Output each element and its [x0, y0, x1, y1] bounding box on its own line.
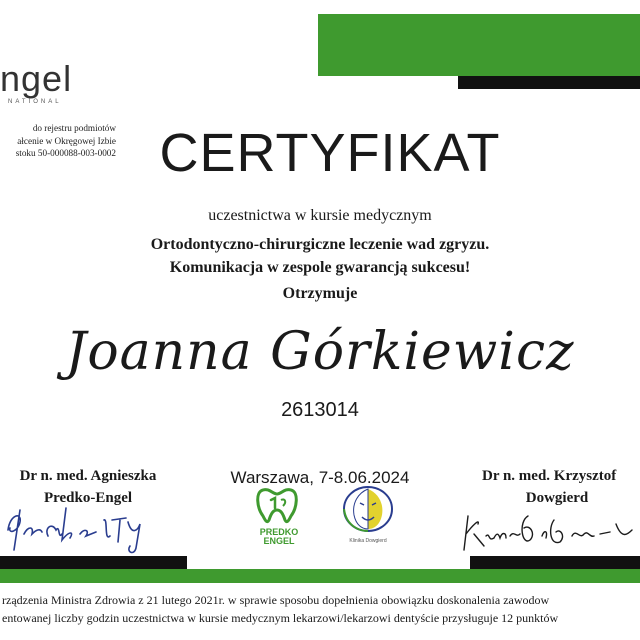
footer-legal-line-2: entowanej liczby godzin uczestnictwa w kursie medycznym lekarzowi/lekarzowi dentyście przysługuje 12 punktów — [2, 611, 559, 625]
brand-logo-subtitle: NATIONAL — [8, 99, 62, 105]
event-place-date: Warszawa, 7-8.06.2024 — [230, 468, 410, 487]
right-signatory-title: Dr n. med. Krzysztof — [482, 468, 617, 484]
left-signatory-name: Predko-Engel — [43, 490, 133, 506]
recipient-name: Joanna Górkiewicz — [65, 322, 575, 382]
certificate-subtitle: uczestnictwa w kursie medycznym — [208, 207, 432, 224]
registry-line-1: do rejestru podmiotów — [32, 123, 116, 133]
right-signatory-name: Dowgierd — [525, 490, 589, 506]
top-green-bar — [318, 14, 640, 76]
registry-info — [0, 122, 116, 160]
predko-engel-logo — [247, 528, 311, 546]
bottom-right-black-bar — [470, 556, 640, 569]
left-signatory-title: Dr n. med. Agnieszka — [19, 468, 157, 484]
brand-logo-text: ngel — [0, 58, 73, 99]
left-signature — [0, 500, 170, 560]
klinika-dowgierd-label: Klinika Dowgierd — [349, 538, 387, 544]
klinika-dowgierd-logo-icon — [338, 485, 398, 533]
bottom-left-black-bar — [0, 556, 187, 569]
certificate-number: 2613014 — [281, 399, 359, 421]
right-signature — [460, 506, 640, 558]
footer-legal-line-1: rządzenia Ministra Zdrowia z 21 lutego 2021r. w sprawie sposobu dopełnienia obowiązku doskonalenia zawodow — [2, 593, 550, 607]
top-black-bar — [458, 76, 640, 89]
bottom-green-bar — [0, 569, 640, 583]
predko-engel-tooth-icon — [255, 486, 303, 526]
registry-line-3: stoku 50-000088-003-0002 — [15, 148, 116, 158]
course-title-line-2: Komunikacja w zespole gwarancją sukcesu! — [169, 259, 471, 276]
receives-label: Otrzymuje — [282, 285, 358, 302]
predko-logo-line-2: ENGEL — [263, 536, 295, 546]
certificate-title: CERTYFIKAT — [159, 123, 501, 183]
course-title-line-1: Ortodontyczno-chirurgiczne leczenie wad zgryzu. — [150, 236, 490, 253]
brand-logo — [0, 58, 72, 100]
predko-logo-line-1: PREDKO — [259, 527, 299, 537]
registry-line-2: ałcenie w Okręgowej Izbie — [17, 135, 116, 146]
